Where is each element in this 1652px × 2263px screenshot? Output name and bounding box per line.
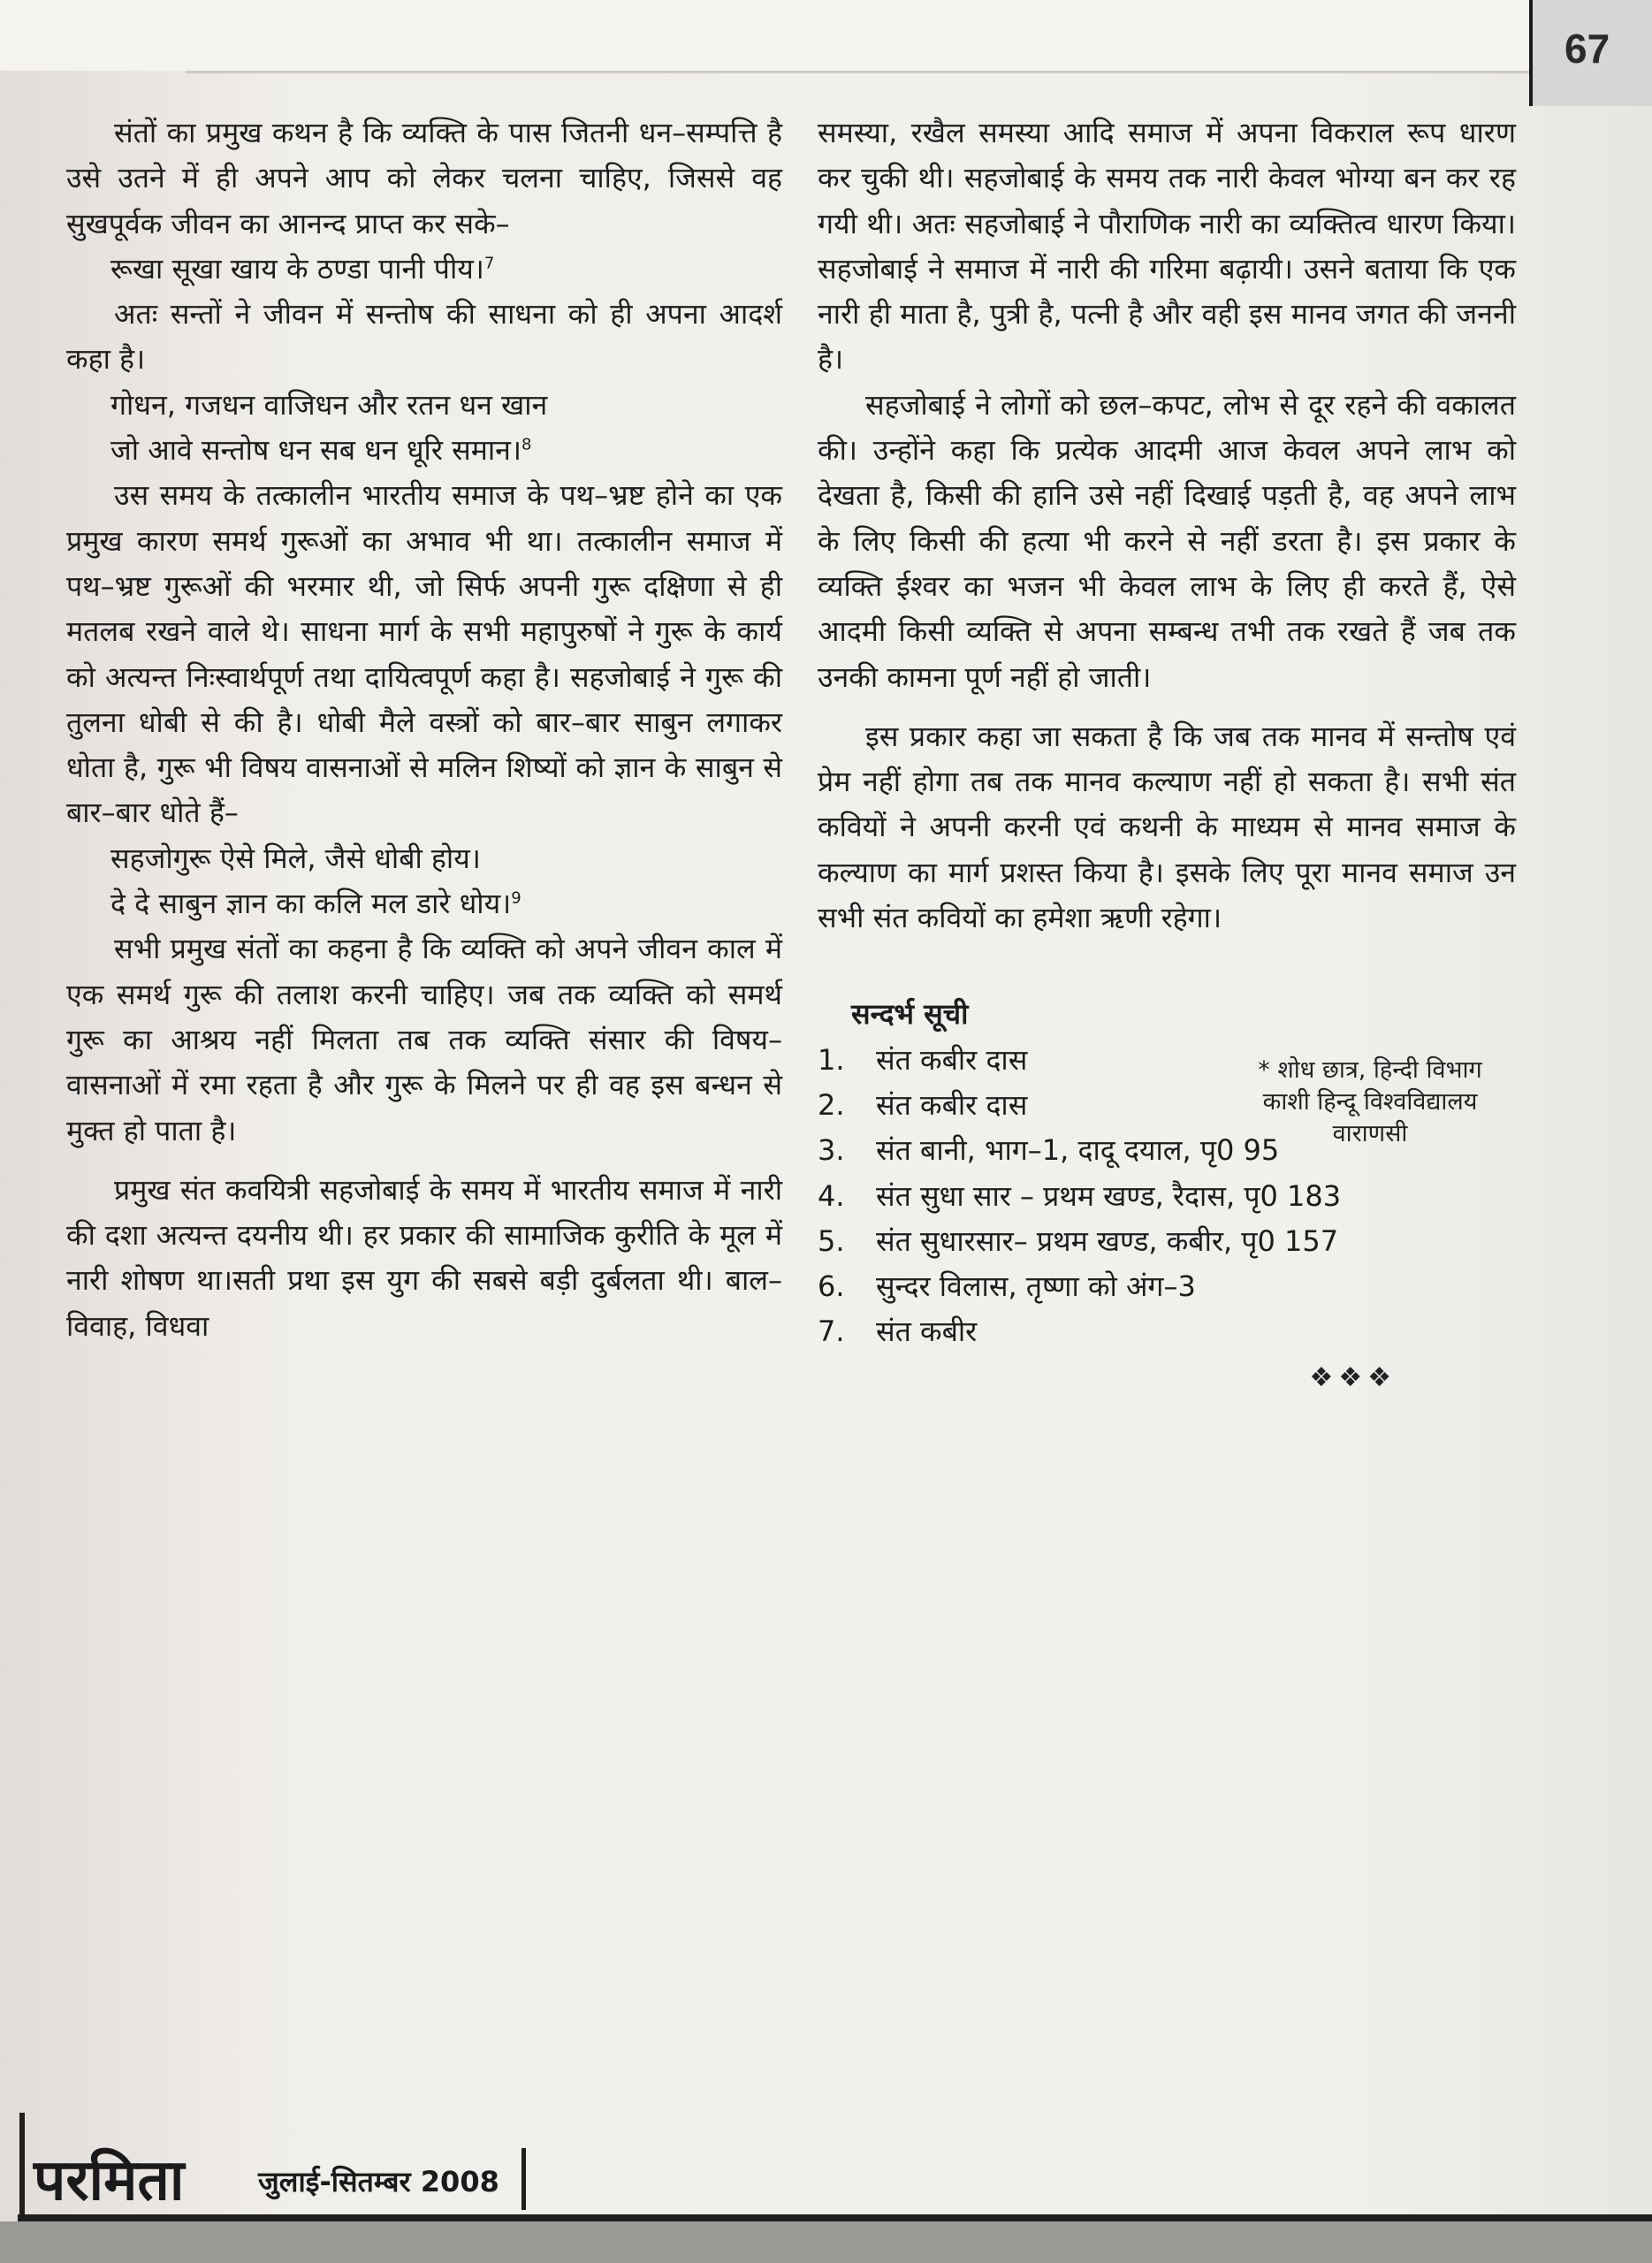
references-heading: सन्दर्भ सूची [851,997,969,1032]
author-city: वाराणसी [1332,1120,1408,1147]
verse-line [66,247,782,292]
reference-text: संत कबीर दास [876,1087,1028,1122]
reference-number: 1. [818,1042,845,1077]
paragraph: इस प्रकार कहा जा सकता है कि जब तक मानव में सन्तोष एवं प्रेम नहीं होगा तब तक मानव कल्याण नहीं हो सकता है। सभी संत कवियों ने अपनी करनी एवं कथनी के माध्यम से मानव समाज के कल्याण का मार्ग प्रशस्त किया है। इसके लिए पूरा मानव समाज उन सभी संत कवियों का हमेशा ऋणी रहेगा। [818,719,1516,935]
author-affiliation [1211,1055,1529,1150]
reference-text: सुन्दर विलास, तृष्णा को अंग–3 [876,1269,1196,1304]
footnote-marker: 7 [483,254,495,273]
reference-item [818,1264,1516,1309]
verse-text: जो आवे सन्तोष धन सब धन धूरि समान। [110,433,522,468]
issue-date: जुलाई-सितम्बर 2008 [258,2165,499,2198]
verse-line [66,881,782,926]
paragraph: उस समय के तत्कालीन भारतीय समाज के पथ–भ्रष्ट होने का एक प्रमुख कारण समर्थ गुरूओं का अभाव भी था। तत्कालीन समाज में पथ–भ्रष्ट गुरूओं की भरमार थी, जो सिर्फ अपनी गुरू दक्षिणा से ही मतलब रखने वाले थे। साधना मार्ग के सभी महापुरुषों ने गुरू के कार्य को अत्यन्त निःस्वार्थपूर्ण तथा दायित्वपूर्ण कहा है। सहजोबाई ने गुरू की तुलना धोबी से की है। धोबी मैले वस्त्रों को बार–बार साबुन लगाकर धोता है, गुरू भी विषय वासनाओं से मलिन शिष्यों को ज्ञान के साबुन से बार–बार धोते हैं– [66,478,782,830]
footer-rule [18,2214,1652,2221]
paragraph: सभी प्रमुख संतों का कहना है कि व्यक्ति को अपने जीवन काल में एक समर्थ गुरू की तलाश करनी चाहिए। जब तक व्यक्ति को समर्थ गुरू का आश्रय नहीं मिलता तब तक व्यक्ति संसार की विषय– वासनाओं में रमा रहता है और गुरू के मिलने पर ही वह इस बन्धन से मुक्त हो पाता है। [66,932,782,1147]
reference-text: संत सुधा सार – प्रथम खण्ड, रैदास, पृ0 183 [876,1178,1342,1213]
reference-text: संत बानी, भाग–1, दादू दयाल, पृ0 95 [876,1133,1280,1168]
reference-number: 3. [818,1133,845,1168]
reference-text: संत सुधारसार– प्रथम खण्ड, कबीर, पृ0 157 [876,1223,1339,1258]
reference-item [818,1219,1516,1264]
reference-text: संत कबीर दास [876,1042,1028,1077]
footer-left-bar [19,2113,25,2219]
reference-text: संत कबीर [876,1314,978,1349]
reference-item [818,1309,1516,1354]
reference-number: 2. [818,1087,845,1122]
footnote-marker: 8 [521,435,532,454]
paragraph: प्रमुख संत कवयित्री सहजोबाई के समय में भारतीय समाज में नारी की दशा अत्यन्त दयनीय थी। हर प्रकार की सामाजिक कुरीति के मूल में नारी शोषण था।सती प्रथा इस युग की सबसे बड़ी दुर्बलता थी। बाल–विवाह, विधवा [66,1172,782,1343]
top-divider [186,71,1529,73]
author-university: काशी हिन्दू विश्वविद्यालय [1262,1088,1478,1116]
bottom-strip [0,2221,1652,2263]
footer-right-bar [521,2148,526,2210]
left-column [66,110,782,1349]
verse-line: सहजोगुरू ऐसे मिले, जैसे धोबी होय। [110,841,481,875]
paragraph-gap [818,700,1516,714]
paragraph-gap [66,1154,782,1168]
section-divider: ❖❖❖ [1309,1361,1397,1393]
verse-line [66,428,782,473]
right-column [818,110,1516,1400]
paragraph: सहजोबाई ने लोगों को छल–कपट, लोभ से दूर रहने की वकालत की। उन्होंने कहा कि प्रत्येक आदमी आज केवल अपने लाभ को देखता है, किसी की हानि उसे नहीं दिखाई पड़ती है, वह अपने लाभ के लिए किसी की हत्या भी करने से नहीं डरता है। इस प्रकार के व्यक्ति ईश्वर का भजन भी केवल लाभ के लिए ही करते हैं, ऐसे आदमी किसी व्यक्ति से अपना सम्बन्ध तभी तक रखते हैं जब तक उनकी कामना पूर्ण नहीं हो जाती। [818,387,1516,694]
paragraph: समस्या, रखैल समस्या आदि समाज में अपना विकराल रूप धारण कर चुकी थी। सहजोबाई के समय तक नारी केवल भोग्या बन कर रह गयी थी। अतः सहजोबाई ने पौराणिक नारी का व्यक्तित्व धारण किया। सहजोबाई ने समाज में नारी की गरिमा बढ़ायी। उसने बताया कि एक नारी ही माता है, पुत्री है, पत्नी है और वही इस मानव जगत की जननी है। [818,116,1516,377]
verse-line: गोधन, गजधन वाजिधन और रतन धन खान [110,387,548,422]
footnote-marker: 9 [511,888,521,908]
verse-text: दे दे साबुन ज्ञान का कलि मल डारे धोय। [110,887,512,921]
paragraph: अतः सन्तों ने जीवन में सन्तोष की साधना को ही अपना आदर्श कहा है। [66,297,782,377]
reference-item [818,1174,1516,1219]
author-department: * शोध छात्र, हिन्दी विभाग [1258,1056,1482,1084]
reference-number: 7. [818,1314,845,1349]
reference-number: 6. [818,1269,845,1304]
reference-number: 5. [818,1223,845,1258]
magazine-brand: परमिता [34,2148,185,2213]
paragraph: संतों का प्रमुख कथन है कि व्यक्ति के पास जितनी धन–सम्पत्ति है उसे उतने में ही अपने आप को लेकर चलना चाहिए, जिससे वह सुखपूर्वक जीवन का आनन्द प्राप्त कर सके– [66,116,782,240]
verse-text: रूखा सूखा खाय के ठण्डा पानी पीय। [110,251,484,286]
top-band [0,0,1652,71]
reference-number: 4. [818,1178,845,1213]
page-number: 67 [1564,26,1610,72]
